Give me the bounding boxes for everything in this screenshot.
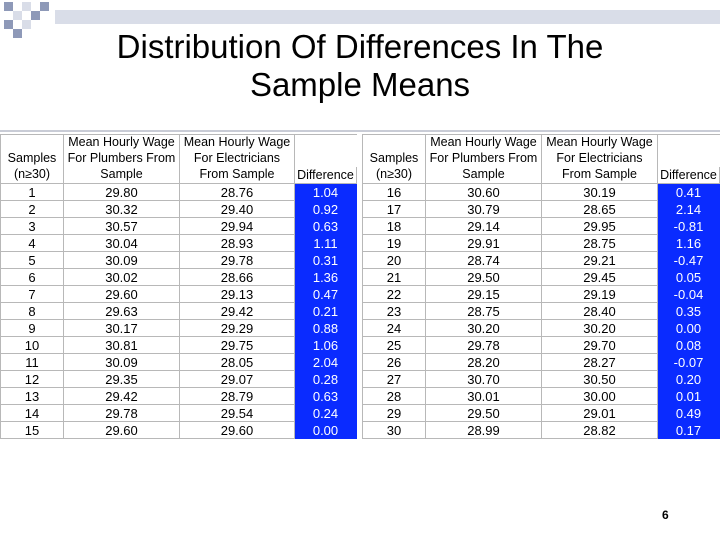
electrician-mean-cell: 29.01 (542, 405, 658, 422)
plumber-mean-cell: 28.75 (426, 303, 542, 320)
table-row (1, 286, 357, 303)
corner-decoration (0, 0, 60, 40)
difference-cell: 1.06 (295, 337, 357, 354)
sample-number-cell: 16 (363, 184, 426, 201)
plumber-mean-cell: 30.20 (426, 320, 542, 337)
table-row (1, 201, 357, 218)
difference-cell: -0.47 (658, 252, 720, 269)
header-band (55, 10, 720, 24)
table-row (1, 337, 357, 354)
table-row (363, 388, 720, 405)
header-electricians-line-3: From Sample (180, 167, 295, 184)
sample-number-cell: 7 (1, 286, 64, 303)
sample-number-cell: 4 (1, 235, 64, 252)
plumber-mean-cell: 30.81 (64, 337, 180, 354)
slide-title (70, 28, 650, 104)
plumber-mean-cell: 29.80 (64, 184, 180, 201)
table-row (363, 201, 720, 218)
table-row (363, 371, 720, 388)
sample-number-cell: 14 (1, 405, 64, 422)
sample-number-cell: 3 (1, 218, 64, 235)
plumber-mean-cell: 30.09 (64, 252, 180, 269)
header-samples-label: Samples (363, 151, 426, 167)
difference-cell: 0.00 (658, 320, 720, 337)
header-samples-label: Samples (1, 151, 64, 167)
electrician-mean-cell: 28.82 (542, 422, 658, 439)
difference-cell: -0.81 (658, 218, 720, 235)
sample-number-cell: 25 (363, 337, 426, 354)
plumber-mean-cell: 29.63 (64, 303, 180, 320)
header-electricians-line-2: For Electricians (180, 151, 295, 167)
sample-table-right (362, 134, 720, 439)
sample-table-right-body (363, 184, 720, 439)
plumber-mean-cell: 30.01 (426, 388, 542, 405)
sample-number-cell: 12 (1, 371, 64, 388)
electrician-mean-cell: 28.40 (542, 303, 658, 320)
table-row (363, 405, 720, 422)
table-row (363, 320, 720, 337)
sample-number-cell: 26 (363, 354, 426, 371)
difference-cell: 0.21 (295, 303, 357, 320)
header-plumbers-line-1: Mean Hourly Wage (426, 135, 542, 152)
table-row (363, 235, 720, 252)
table-row (1, 235, 357, 252)
sample-table-left (0, 134, 357, 439)
plumber-mean-cell: 30.17 (64, 320, 180, 337)
electrician-mean-cell: 29.29 (180, 320, 295, 337)
sample-number-cell: 2 (1, 201, 64, 218)
electrician-mean-cell: 29.21 (542, 252, 658, 269)
sample-number-cell: 27 (363, 371, 426, 388)
header-difference-top (658, 135, 720, 152)
table-row (1, 354, 357, 371)
table-row (1, 405, 357, 422)
sample-number-cell: 19 (363, 235, 426, 252)
table-row (1, 388, 357, 405)
plumber-mean-cell: 28.99 (426, 422, 542, 439)
sample-number-cell: 24 (363, 320, 426, 337)
sample-number-cell: 10 (1, 337, 64, 354)
sample-number-cell: 1 (1, 184, 64, 201)
difference-cell: 0.17 (658, 422, 720, 439)
plumber-mean-cell: 30.02 (64, 269, 180, 286)
plumber-mean-cell: 28.20 (426, 354, 542, 371)
electrician-mean-cell: 28.75 (542, 235, 658, 252)
difference-cell: 0.63 (295, 388, 357, 405)
electrician-mean-cell: 29.40 (180, 201, 295, 218)
header-plumbers-line-1: Mean Hourly Wage (64, 135, 180, 152)
electrician-mean-cell: 29.13 (180, 286, 295, 303)
difference-cell: 0.49 (658, 405, 720, 422)
header-plumbers-line-3: Sample (64, 167, 180, 184)
sample-number-cell: 22 (363, 286, 426, 303)
electrician-mean-cell: 29.95 (542, 218, 658, 235)
sample-number-cell: 29 (363, 405, 426, 422)
plumber-mean-cell: 29.60 (64, 286, 180, 303)
plumber-mean-cell: 29.42 (64, 388, 180, 405)
electrician-mean-cell: 28.65 (542, 201, 658, 218)
page-number: 6 (662, 508, 669, 522)
plumber-mean-cell: 29.14 (426, 218, 542, 235)
plumber-mean-cell: 30.04 (64, 235, 180, 252)
header-plumbers-line-2: For Plumbers From (64, 151, 180, 167)
sample-number-cell: 30 (363, 422, 426, 439)
difference-cell: 1.16 (658, 235, 720, 252)
plumber-mean-cell: 29.15 (426, 286, 542, 303)
sample-number-cell: 17 (363, 201, 426, 218)
difference-cell: 0.47 (295, 286, 357, 303)
sample-number-cell: 5 (1, 252, 64, 269)
electrician-mean-cell: 28.05 (180, 354, 295, 371)
electrician-mean-cell: 30.19 (542, 184, 658, 201)
electrician-mean-cell: 29.45 (542, 269, 658, 286)
table-row (363, 286, 720, 303)
sample-number-cell: 8 (1, 303, 64, 320)
table-row (1, 218, 357, 235)
difference-cell: 0.41 (658, 184, 720, 201)
sample-number-cell: 20 (363, 252, 426, 269)
header-electricians-line-3: From Sample (542, 167, 658, 184)
header-difference-top (295, 135, 357, 152)
plumber-mean-cell: 29.78 (64, 405, 180, 422)
header-samples (1, 135, 64, 152)
difference-cell: 0.92 (295, 201, 357, 218)
plumber-mean-cell: 30.09 (64, 354, 180, 371)
header-samples-n: (n≥30) (363, 167, 426, 184)
electrician-mean-cell: 28.76 (180, 184, 295, 201)
table-row (1, 422, 357, 439)
plumber-mean-cell: 30.79 (426, 201, 542, 218)
table-row (1, 320, 357, 337)
header-electricians-line-1: Mean Hourly Wage (542, 135, 658, 152)
plumber-mean-cell: 29.50 (426, 405, 542, 422)
plumber-mean-cell: 29.50 (426, 269, 542, 286)
difference-cell: 0.08 (658, 337, 720, 354)
difference-cell: 1.36 (295, 269, 357, 286)
plumber-mean-cell: 30.60 (426, 184, 542, 201)
difference-cell: 1.11 (295, 235, 357, 252)
table-row (1, 371, 357, 388)
electrician-mean-cell: 29.07 (180, 371, 295, 388)
difference-cell: -0.07 (658, 354, 720, 371)
table-row (363, 422, 720, 439)
table-row (363, 337, 720, 354)
difference-cell: 0.28 (295, 371, 357, 388)
sample-number-cell: 15 (1, 422, 64, 439)
slide-title-line-1: Distribution Of Differences In The (116, 28, 604, 65)
difference-cell: 0.31 (295, 252, 357, 269)
difference-cell: 0.24 (295, 405, 357, 422)
table-row (1, 303, 357, 320)
electrician-mean-cell: 29.70 (542, 337, 658, 354)
sample-number-cell: 18 (363, 218, 426, 235)
header-electricians-line-2: For Electricians (542, 151, 658, 167)
electrician-mean-cell: 28.27 (542, 354, 658, 371)
difference-cell: 2.04 (295, 354, 357, 371)
plumber-mean-cell: 29.91 (426, 235, 542, 252)
electrician-mean-cell: 29.42 (180, 303, 295, 320)
electrician-mean-cell: 29.19 (542, 286, 658, 303)
header-plumbers-line-3: Sample (426, 167, 542, 184)
electrician-mean-cell: 30.20 (542, 320, 658, 337)
slide-title-line-2: Sample Means (249, 66, 471, 103)
electrician-mean-cell: 30.50 (542, 371, 658, 388)
electrician-mean-cell: 29.78 (180, 252, 295, 269)
difference-cell: 1.04 (295, 184, 357, 201)
header-samples (363, 135, 426, 152)
header-difference: Difference (295, 167, 357, 184)
difference-cell: -0.04 (658, 286, 720, 303)
table-row (1, 252, 357, 269)
difference-cell: 2.14 (658, 201, 720, 218)
difference-cell: 0.00 (295, 422, 357, 439)
plumber-mean-cell: 29.60 (64, 422, 180, 439)
header-plumbers-line-2: For Plumbers From (426, 151, 542, 167)
difference-cell: 0.05 (658, 269, 720, 286)
electrician-mean-cell: 29.60 (180, 422, 295, 439)
plumber-mean-cell: 29.78 (426, 337, 542, 354)
sample-number-cell: 21 (363, 269, 426, 286)
table-row (363, 303, 720, 320)
difference-cell: 0.01 (658, 388, 720, 405)
header-difference-mid (295, 151, 357, 167)
table-row (1, 269, 357, 286)
plumber-mean-cell: 30.32 (64, 201, 180, 218)
table-row (363, 269, 720, 286)
plumber-mean-cell: 30.57 (64, 218, 180, 235)
sample-number-cell: 9 (1, 320, 64, 337)
electrician-mean-cell: 29.94 (180, 218, 295, 235)
header-difference-mid (658, 151, 720, 167)
electrician-mean-cell: 28.93 (180, 235, 295, 252)
electrician-mean-cell: 29.54 (180, 405, 295, 422)
table-row (1, 184, 357, 201)
table-row (363, 252, 720, 269)
electrician-mean-cell: 30.00 (542, 388, 658, 405)
table-row (363, 354, 720, 371)
sample-number-cell: 28 (363, 388, 426, 405)
sample-number-cell: 11 (1, 354, 64, 371)
header-samples-n: (n≥30) (1, 167, 64, 184)
plumber-mean-cell: 29.35 (64, 371, 180, 388)
sample-number-cell: 13 (1, 388, 64, 405)
sample-table-left-body (1, 184, 357, 439)
table-row (363, 184, 720, 201)
table-row (363, 218, 720, 235)
sample-number-cell: 23 (363, 303, 426, 320)
sample-number-cell: 6 (1, 269, 64, 286)
header-difference: Difference (658, 167, 720, 184)
header-electricians-line-1: Mean Hourly Wage (180, 135, 295, 152)
electrician-mean-cell: 29.75 (180, 337, 295, 354)
plumber-mean-cell: 30.70 (426, 371, 542, 388)
electrician-mean-cell: 28.66 (180, 269, 295, 286)
electrician-mean-cell: 28.79 (180, 388, 295, 405)
plumber-mean-cell: 28.74 (426, 252, 542, 269)
difference-cell: 0.63 (295, 218, 357, 235)
difference-cell: 0.88 (295, 320, 357, 337)
difference-cell: 0.20 (658, 371, 720, 388)
difference-cell: 0.35 (658, 303, 720, 320)
title-divider (0, 130, 720, 132)
